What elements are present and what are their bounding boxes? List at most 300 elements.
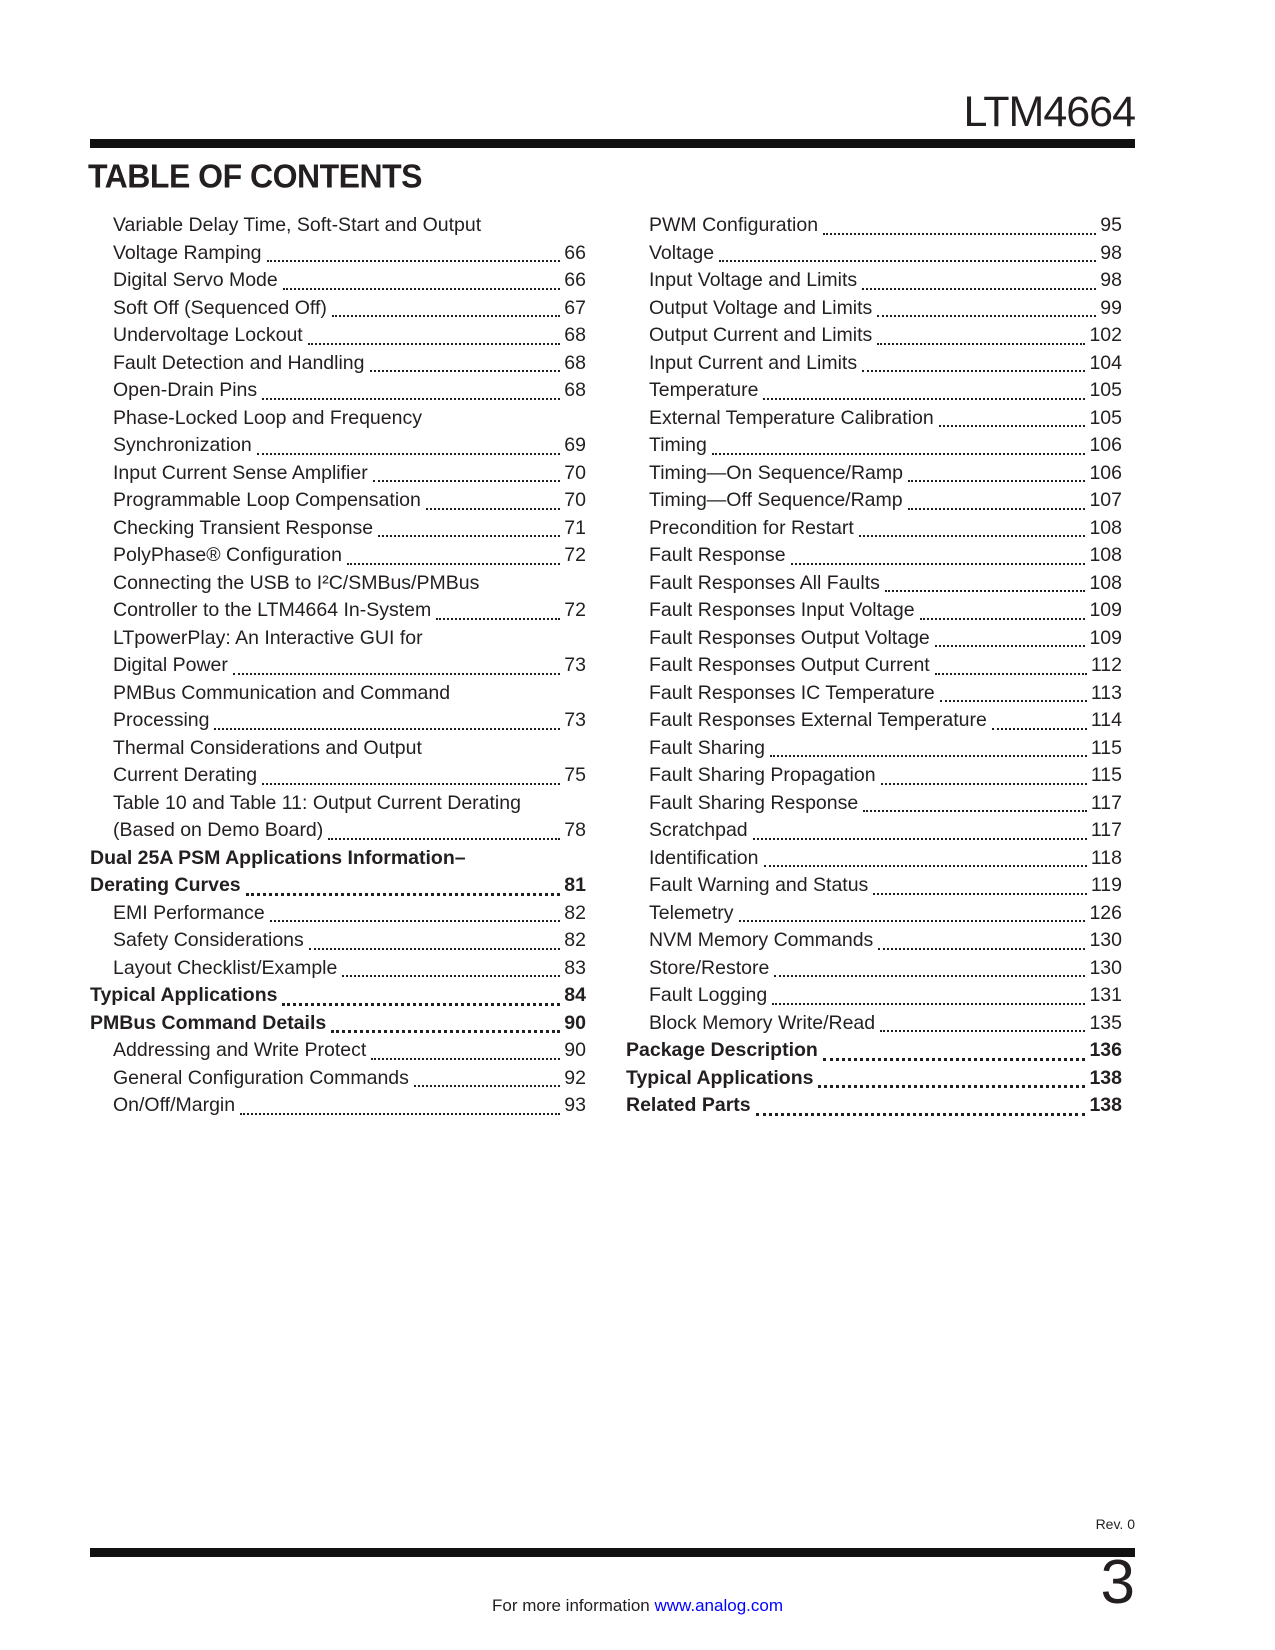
toc-entry-label: Input Current Sense Amplifier — [113, 461, 368, 484]
toc-entry-label: Programmable Loop Compensation — [113, 489, 421, 511]
toc-entry-row — [626, 1092, 1122, 1120]
dot-leader — [859, 535, 1086, 537]
toc-entry-page-number: 70 — [564, 461, 586, 484]
toc-entry — [90, 735, 586, 790]
toc-entry — [90, 927, 586, 955]
dot-leader — [764, 865, 1087, 867]
toc-entry — [626, 872, 1122, 900]
footer-info — [0, 1596, 1275, 1616]
toc-entry-row — [649, 817, 1122, 845]
toc-entry-page-number: 90 — [564, 1011, 586, 1034]
toc-entry — [90, 1065, 586, 1093]
toc-entry — [626, 735, 1122, 763]
toc-entry-page-number: 131 — [1089, 984, 1122, 1006]
toc-entry-row — [113, 1092, 586, 1120]
toc-entry-label: Output Current and Limits — [649, 324, 873, 346]
toc-entry-label: Current Derating — [113, 764, 258, 786]
toc-entry-label: Related Parts — [626, 1094, 751, 1116]
toc-entry — [90, 900, 586, 928]
toc-entry — [626, 790, 1122, 818]
toc-entry-label: Fault Responses Output Current — [649, 654, 930, 676]
toc-entry — [626, 267, 1122, 295]
dot-leader — [880, 1030, 1085, 1032]
toc-entry-page-number: 82 — [564, 901, 586, 924]
toc-entry-row — [113, 487, 586, 515]
dot-leader — [823, 1058, 1086, 1061]
dot-leader — [862, 288, 1096, 290]
dot-leader — [739, 920, 1086, 922]
dot-leader — [908, 508, 1086, 510]
toc-entry-label: Soft Off (Sequenced Off) — [113, 296, 327, 319]
dot-leader — [885, 590, 1086, 592]
toc-entry-label: Store/Restore — [649, 956, 770, 979]
dot-leader — [257, 453, 561, 455]
page-title: TABLE OF CONTENTS — [88, 157, 422, 195]
toc-entry-row — [649, 625, 1122, 653]
toc-entry-page-number: 72 — [564, 544, 586, 566]
toc-entry-row — [113, 322, 586, 350]
toc-entry-label: Undervoltage Lockout — [113, 324, 303, 346]
toc-entry-label: Typical Applications — [626, 1066, 814, 1089]
dot-leader — [756, 1113, 1086, 1116]
toc-column-right — [626, 212, 1122, 1120]
toc-entry-page-number: 130 — [1089, 929, 1122, 951]
dot-leader — [214, 728, 560, 730]
toc-entry-page-number: 130 — [1089, 956, 1122, 979]
toc-entry-row — [649, 460, 1122, 488]
toc-entry-row — [113, 295, 586, 323]
toc-entry-page-number: 66 — [564, 269, 586, 291]
toc-entry — [90, 625, 586, 680]
toc-entry-row — [649, 707, 1122, 735]
toc-entry-label: Identification — [649, 846, 759, 869]
toc-entry — [626, 432, 1122, 460]
toc-entry-row — [649, 900, 1122, 928]
toc-entry-row — [649, 927, 1122, 955]
toc-entry-row — [649, 267, 1122, 295]
toc-entry-row — [649, 982, 1122, 1010]
toc-entry-page-number: 126 — [1089, 901, 1122, 924]
toc-entry-label: Open-Drain Pins — [113, 379, 258, 401]
toc-entry — [90, 377, 586, 405]
toc-entry-page-number: 78 — [564, 819, 586, 841]
toc-entry — [626, 350, 1122, 378]
toc-entry-row — [649, 955, 1122, 983]
toc-entry-row — [113, 350, 586, 378]
toc-entry-label: Timing—Off Sequence/Ramp — [649, 489, 903, 511]
toc-entry — [90, 295, 586, 323]
toc-entry-page-number: 117 — [1090, 819, 1122, 841]
toc-entry-page-number: 115 — [1090, 736, 1122, 759]
toc-entry — [626, 762, 1122, 790]
toc-entry-row — [113, 955, 586, 983]
dot-leader — [371, 1058, 560, 1060]
toc-entry-page-number: 83 — [564, 956, 586, 979]
toc-entry-label: Fault Responses All Faults — [649, 571, 880, 594]
toc-entry-page-number: 75 — [564, 764, 586, 786]
toc-entry-page-number: 98 — [1100, 269, 1122, 291]
toc-entry — [626, 515, 1122, 543]
toc-entry-row — [649, 1010, 1122, 1038]
toc-entry-page-number: 112 — [1090, 654, 1122, 676]
toc-entry-row — [649, 432, 1122, 460]
toc-entry — [626, 707, 1122, 735]
toc-entry — [90, 845, 586, 900]
toc-entry — [626, 982, 1122, 1010]
toc-entry-page-number: 81 — [564, 874, 586, 896]
dot-leader — [233, 673, 560, 675]
toc-entry-label: Fault Warning and Status — [649, 874, 869, 896]
toc-entry-label: Output Voltage and Limits — [649, 296, 873, 319]
dot-leader — [719, 260, 1096, 262]
dot-leader — [823, 233, 1096, 235]
toc-entry-row — [113, 542, 586, 570]
toc-entry-label: Block Memory Write/Read — [649, 1011, 876, 1034]
toc-entry — [626, 1092, 1122, 1120]
toc-entry-row — [649, 597, 1122, 625]
dot-leader — [373, 480, 561, 482]
toc-entry-page-number: 119 — [1090, 874, 1122, 896]
toc-entry-page-number: 71 — [564, 516, 586, 539]
dot-leader — [772, 1003, 1085, 1005]
toc-entry — [626, 570, 1122, 598]
toc-entry-label: Typical Applications — [90, 984, 278, 1006]
toc-entry-row — [113, 597, 586, 625]
toc-entry-row — [90, 982, 586, 1010]
toc-entry-row — [90, 872, 586, 900]
toc-entry-label: (Based on Demo Board) — [113, 819, 324, 841]
dot-leader — [992, 728, 1087, 730]
toc-entry-label: PWM Configuration — [649, 214, 819, 236]
dot-leader — [877, 315, 1096, 317]
dot-leader — [347, 563, 560, 565]
toc-entry-row — [113, 762, 586, 790]
toc-entry — [626, 240, 1122, 268]
toc-entry — [626, 322, 1122, 350]
toc-entry-page-number: 105 — [1089, 379, 1122, 401]
toc-entry-row — [113, 240, 586, 268]
dot-leader — [763, 398, 1085, 400]
toc-entry — [626, 487, 1122, 515]
toc-entry-row — [649, 735, 1122, 763]
toc-entry-first-line: Variable Delay Time, Soft-Start and Output — [113, 214, 482, 236]
toc-entry — [90, 405, 586, 460]
toc-entry-label: Fault Responses External Temperature — [649, 709, 987, 731]
toc-entry-label: Precondition for Restart — [649, 516, 854, 539]
toc-entry — [626, 817, 1122, 845]
dot-leader — [862, 370, 1085, 372]
toc-entry-label: NVM Memory Commands — [649, 929, 874, 951]
dot-leader — [342, 975, 560, 977]
dot-leader — [863, 810, 1087, 812]
dot-leader — [712, 453, 1086, 455]
toc-entry — [626, 212, 1122, 240]
toc-entry — [90, 267, 586, 295]
toc-entry-label: Input Voltage and Limits — [649, 269, 858, 291]
toc-entry-page-number: 73 — [564, 709, 586, 731]
dot-leader — [283, 288, 561, 290]
header-rule — [90, 139, 1135, 148]
dot-leader — [262, 783, 560, 785]
toc-entry — [90, 212, 586, 267]
dot-leader — [370, 370, 561, 372]
toc-entry — [90, 515, 586, 543]
toc-entry-row — [649, 542, 1122, 570]
dot-leader — [282, 1003, 560, 1006]
toc-entry-label: Fault Responses IC Temperature — [649, 681, 935, 704]
toc-entry — [626, 597, 1122, 625]
dot-leader — [267, 260, 561, 262]
toc-entry-label: Timing — [649, 434, 707, 456]
toc-entry-row — [649, 570, 1122, 598]
dot-leader — [920, 618, 1086, 620]
toc-entry — [626, 652, 1122, 680]
toc-entry-label: Digital Servo Mode — [113, 269, 278, 291]
dot-leader — [791, 563, 1086, 565]
toc-entry-row — [649, 845, 1122, 873]
toc-column-left — [90, 212, 586, 1120]
toc-entry-row — [113, 377, 586, 405]
toc-entry-row — [113, 515, 586, 543]
toc-entry-page-number: 138 — [1089, 1094, 1122, 1116]
toc-entry-row — [113, 432, 586, 460]
toc-entry-label: Fault Sharing Response — [649, 791, 859, 814]
toc-entry-label: Safety Considerations — [113, 929, 304, 951]
page-number: 3 — [1100, 1548, 1135, 1617]
dot-leader — [378, 535, 560, 537]
toc-entry-label: Processing — [113, 709, 210, 731]
toc-entry-row — [649, 377, 1122, 405]
toc-entry-page-number: 106 — [1089, 461, 1122, 484]
toc-entry — [90, 570, 586, 625]
toc-entry — [626, 295, 1122, 323]
toc-entry-row — [113, 1037, 586, 1065]
toc-entry — [90, 982, 586, 1010]
toc-entry — [90, 1010, 586, 1038]
toc-entry-page-number: 108 — [1089, 571, 1122, 594]
toc-entry-label: Input Current and Limits — [649, 351, 858, 374]
dot-leader — [246, 893, 561, 896]
toc-entry-label: Package Description — [626, 1039, 818, 1061]
toc-entry-row — [649, 240, 1122, 268]
dot-leader — [939, 425, 1086, 427]
toc-entry — [626, 1037, 1122, 1065]
toc-entry-page-number: 138 — [1089, 1066, 1122, 1089]
toc-entry-label: Fault Response — [649, 544, 786, 566]
toc-entry-row — [113, 707, 586, 735]
toc-entry — [90, 1092, 586, 1120]
toc-entry-label: Controller to the LTM4664 In-System — [113, 599, 432, 621]
toc-entry-row — [113, 460, 586, 488]
toc-entry-page-number: 82 — [564, 929, 586, 951]
toc-entry-page-number: 115 — [1090, 764, 1122, 786]
toc-entry-row — [649, 790, 1122, 818]
toc-entry-label: General Configuration Commands — [113, 1066, 409, 1089]
toc-entry — [626, 900, 1122, 928]
toc-entry-label: EMI Performance — [113, 901, 265, 924]
toc-entry-row — [113, 927, 586, 955]
toc-entry — [90, 322, 586, 350]
toc-entry-row — [626, 1065, 1122, 1093]
toc-entry-label: Addressing and Write Protect — [113, 1039, 367, 1061]
toc-entry-page-number: 136 — [1089, 1039, 1122, 1061]
toc-entry-label: PolyPhase® Configuration — [113, 544, 343, 566]
dot-leader — [262, 398, 560, 400]
toc-entry-page-number: 92 — [564, 1066, 586, 1089]
toc-entry-row — [649, 487, 1122, 515]
toc-entry-page-number: 105 — [1089, 406, 1122, 429]
toc-entry-page-number: 113 — [1090, 681, 1122, 704]
toc-entry-page-number: 95 — [1100, 214, 1122, 236]
toc-entry-first-line: Phase-Locked Loop and Frequency — [113, 406, 422, 429]
toc-entry-label: Synchronization — [113, 434, 252, 456]
dot-leader — [908, 480, 1085, 482]
toc-entry-row — [649, 515, 1122, 543]
toc-entry — [90, 487, 586, 515]
dot-leader — [332, 315, 560, 317]
toc-entry-page-number: 66 — [564, 241, 586, 264]
toc-entry — [90, 460, 586, 488]
revision-label: Rev. 0 — [1095, 1516, 1135, 1532]
dot-leader — [328, 838, 560, 840]
dot-leader — [309, 948, 561, 950]
toc-entry-page-number: 70 — [564, 489, 586, 511]
dot-leader — [935, 673, 1087, 675]
dot-leader — [308, 343, 561, 345]
dot-leader — [753, 838, 1087, 840]
toc-entry-page-number: 135 — [1089, 1011, 1122, 1034]
toc-entry-label: Fault Detection and Handling — [113, 351, 365, 374]
dot-leader — [877, 343, 1085, 345]
dot-leader — [935, 645, 1086, 647]
toc-entry — [626, 377, 1122, 405]
toc-entry-row — [649, 680, 1122, 708]
toc-entry — [626, 405, 1122, 433]
toc-entry-first-line: Table 10 and Table 11: Output Current Derating — [113, 791, 521, 814]
toc-entry-page-number: 99 — [1100, 296, 1122, 319]
toc-entry-row — [113, 267, 586, 295]
toc-entry — [626, 1010, 1122, 1038]
toc-entry-label: Fault Responses Output Voltage — [649, 626, 930, 649]
toc-entry-label: Fault Sharing — [649, 736, 765, 759]
toc-entry-label: Fault Responses Input Voltage — [649, 599, 915, 621]
toc-entry-label: Telemetry — [649, 901, 734, 924]
analog-website-link[interactable]: www.analog.com — [654, 1596, 783, 1615]
toc-entry-page-number: 90 — [564, 1039, 586, 1061]
toc-entry-label: External Temperature Calibration — [649, 406, 934, 429]
toc-entry-first-line: Dual 25A PSM Applications Information– — [90, 846, 466, 869]
toc-entry-row — [113, 817, 586, 845]
dot-leader — [873, 893, 1087, 895]
toc-entry-row — [649, 350, 1122, 378]
toc-entry-label: Temperature — [649, 379, 759, 401]
dot-leader — [774, 975, 1085, 977]
toc-entry-label: Scratchpad — [649, 819, 748, 841]
toc-entry-page-number: 73 — [564, 654, 586, 676]
toc-entry-label: Digital Power — [113, 654, 228, 676]
footer-info-text: For more information — [491, 1596, 655, 1615]
toc-entry-label: Fault Sharing Propagation — [649, 764, 876, 786]
toc-entry — [626, 625, 1122, 653]
toc-entry-page-number: 69 — [564, 434, 586, 456]
toc-entry-page-number: 114 — [1090, 709, 1122, 731]
dot-leader — [818, 1085, 1085, 1088]
toc-entry-row — [626, 1037, 1122, 1065]
toc-entry-row — [649, 212, 1122, 240]
toc-entry-row — [90, 1010, 586, 1038]
toc-entry-first-line: Thermal Considerations and Output — [113, 736, 422, 759]
toc-entry — [90, 680, 586, 735]
toc-entry-page-number: 109 — [1089, 626, 1122, 649]
toc-entry-page-number: 84 — [564, 984, 586, 1006]
toc-entry-label: Checking Transient Response — [113, 516, 374, 539]
toc-entry — [626, 927, 1122, 955]
toc-entry-row — [649, 322, 1122, 350]
toc-entry — [626, 845, 1122, 873]
toc-entry-label: Timing—On Sequence/Ramp — [649, 461, 903, 484]
dot-leader — [770, 755, 1087, 757]
toc-entry-first-line: LTpowerPlay: An Interactive GUI for — [113, 626, 423, 649]
dot-leader — [426, 508, 560, 510]
dot-leader — [940, 700, 1087, 702]
dot-leader — [436, 618, 560, 620]
toc-entry — [626, 680, 1122, 708]
toc-entry-row — [113, 652, 586, 680]
toc-entry — [90, 542, 586, 570]
toc-entry-page-number: 109 — [1089, 599, 1122, 621]
toc-entry-label: On/Off/Margin — [113, 1094, 236, 1116]
dot-leader — [240, 1113, 560, 1115]
dot-leader — [878, 948, 1085, 950]
part-number: LTM4664 — [963, 88, 1135, 136]
dot-leader — [414, 1085, 560, 1087]
toc-entry-label: Fault Logging — [649, 984, 768, 1006]
dot-leader — [270, 920, 561, 922]
toc-entry-label: Layout Checklist/Example — [113, 956, 338, 979]
toc-entry-page-number: 93 — [564, 1094, 586, 1116]
toc-entry-label: PMBus Command Details — [90, 1011, 327, 1034]
toc-entry-page-number: 98 — [1100, 241, 1122, 264]
toc-entry-page-number: 68 — [564, 324, 586, 346]
toc-entry — [90, 1037, 586, 1065]
toc-entry-row — [649, 652, 1122, 680]
toc-entry-page-number: 67 — [564, 296, 586, 319]
toc-entry-page-number: 107 — [1089, 489, 1122, 511]
toc-entry-page-number: 104 — [1089, 351, 1122, 374]
toc-entry-page-number: 108 — [1089, 544, 1122, 566]
toc-entry-row — [113, 1065, 586, 1093]
toc-entry-label: Voltage — [649, 241, 715, 264]
toc-entry-label: Voltage Ramping — [113, 241, 262, 264]
toc-entry-first-line: Connecting the USB to I²C/SMBus/PMBus — [113, 571, 480, 594]
toc-entry-row — [649, 762, 1122, 790]
toc-entry-row — [649, 295, 1122, 323]
toc-entry — [90, 350, 586, 378]
toc-entry — [626, 542, 1122, 570]
toc-entry — [626, 1065, 1122, 1093]
toc-entry-page-number: 102 — [1089, 324, 1122, 346]
toc-entry-page-number: 72 — [564, 599, 586, 621]
dot-leader — [331, 1030, 560, 1033]
toc-entry-page-number: 108 — [1089, 516, 1122, 539]
toc-entry-label: Derating Curves — [90, 874, 241, 896]
toc-entry-row — [649, 405, 1122, 433]
toc-entry — [90, 790, 586, 845]
dot-leader — [881, 783, 1087, 785]
toc-entry-page-number: 117 — [1090, 791, 1122, 814]
toc-entry — [626, 955, 1122, 983]
toc-entry-page-number: 106 — [1089, 434, 1122, 456]
